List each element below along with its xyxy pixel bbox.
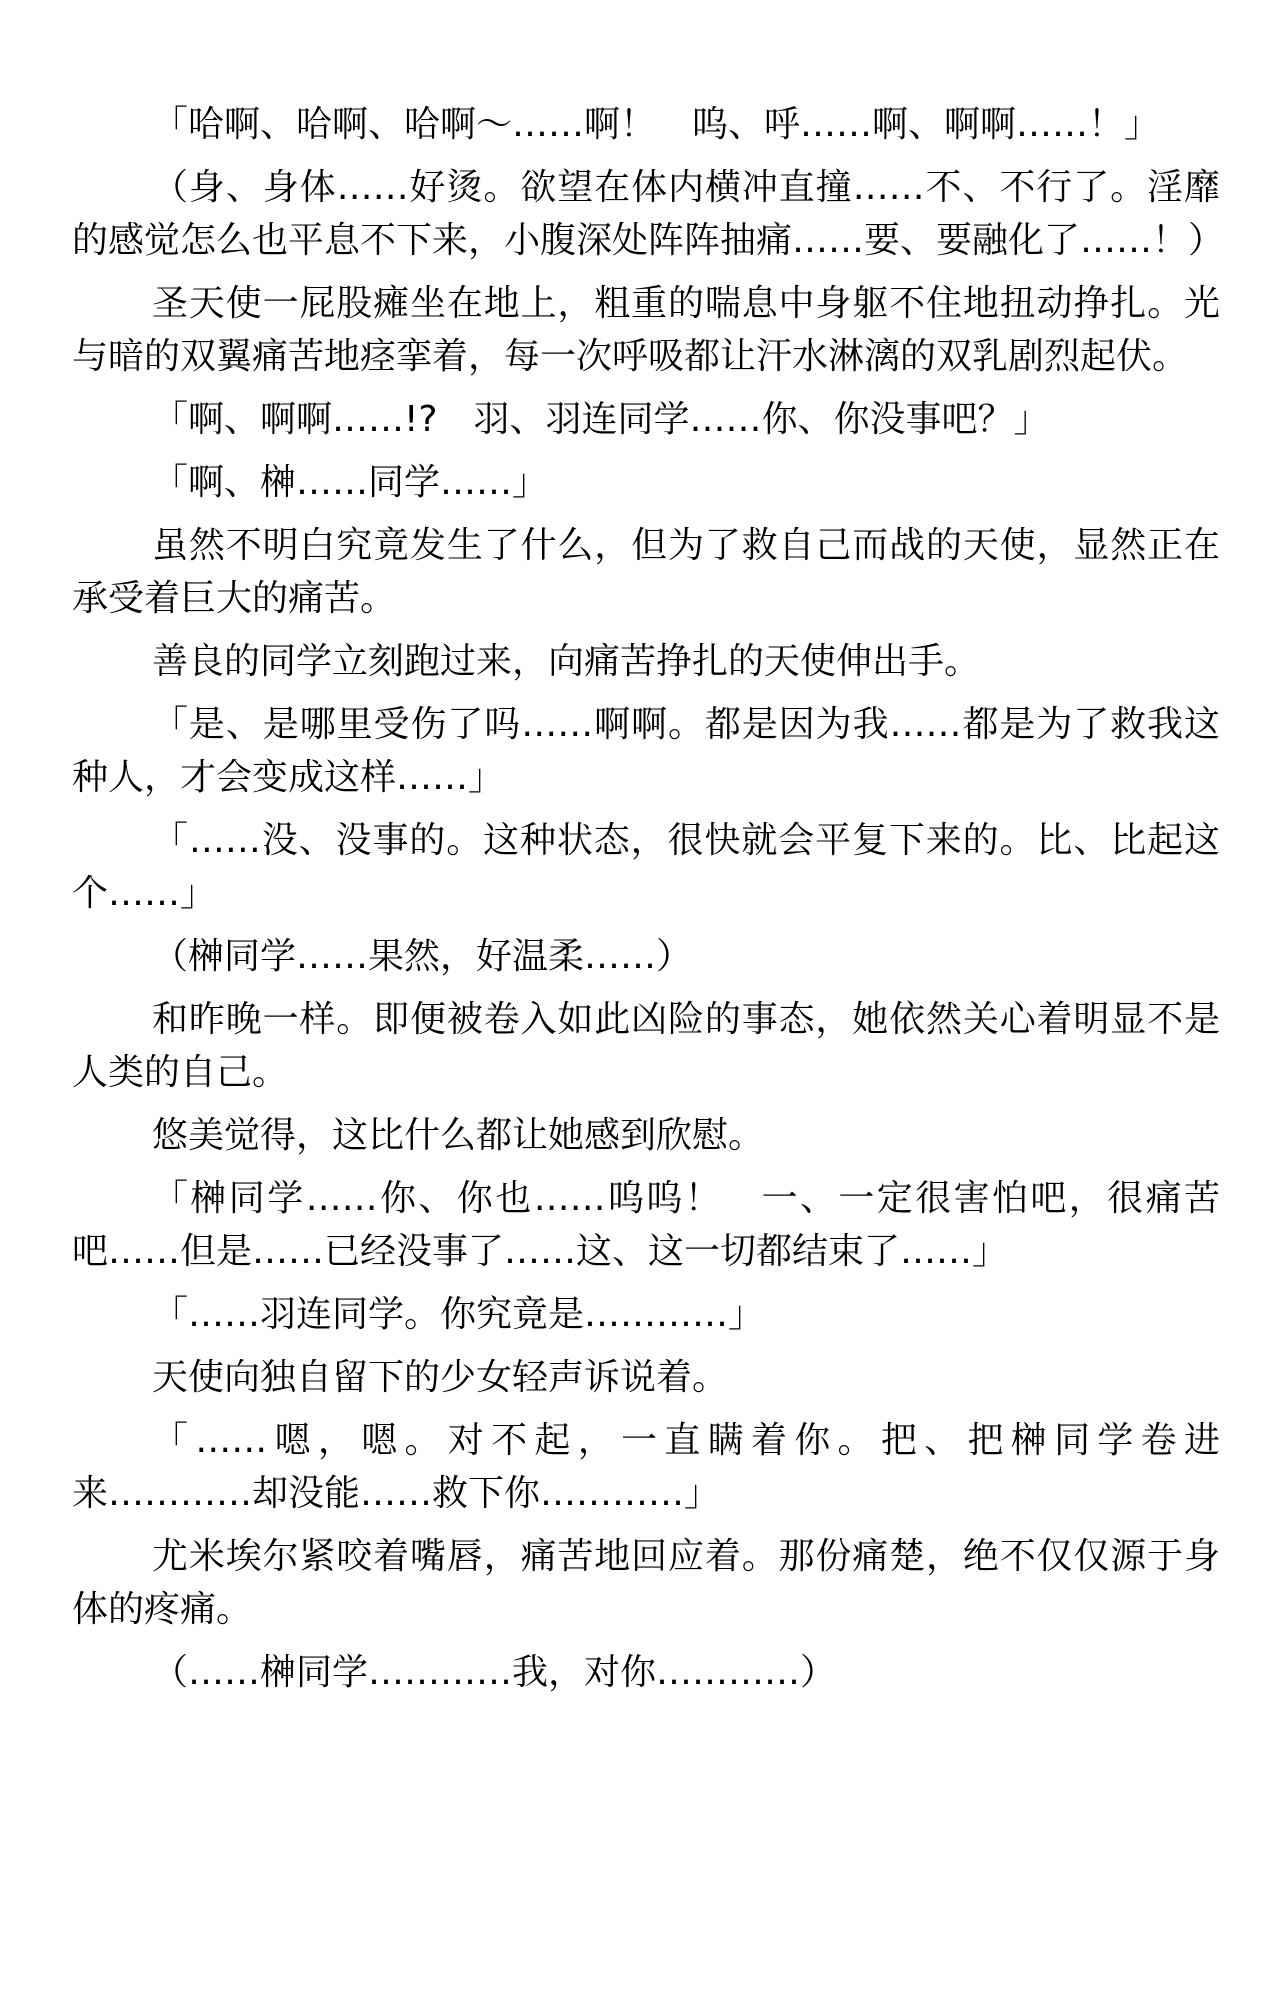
paragraph-dialogue: 「哈啊、哈啊、哈啊～……啊！ 呜、呼……啊、啊啊……！」 [152, 104, 1161, 145]
paragraph-narration: 悠美觉得，这比什么都让她感到欣慰。 [152, 1115, 765, 1156]
paragraph-narration: 圣天使一屁股瘫坐在地上，粗重的喘息中身躯不住地扭动挣扎。光与暗的双翼痛苦地痉挛着，每一次呼吸都让汗水淋漓的双乳剧烈起伏。 [72, 283, 1220, 377]
paragraph-dialogue: 「啊、啊啊……!? 羽、羽连同学……你、你没事吧？」 [152, 399, 1050, 440]
paragraph-thought: （榊同学……果然，好温柔……） [152, 936, 693, 977]
paragraph-dialogue: 「……羽连同学。你究竟是…………」 [152, 1294, 765, 1335]
paragraph-dialogue: 「榊同学……你、你也……呜呜！ 一、一定很害怕吧，很痛苦吧……但是……已经没事了……这、这一切都结束了……」 [72, 1178, 1220, 1272]
paragraph-dialogue: 「是、是哪里受伤了吗……啊啊。都是因为我……都是为了救我这种人，才会变成这样……」 [72, 704, 1220, 798]
paragraph-dialogue: 「……嗯，嗯。对不起，一直瞒着你。把、把榊同学卷进来…………却没能……救下你…………」 [72, 1420, 1220, 1514]
paragraph-narration: 善良的同学立刻跑过来，向痛苦挣扎的天使伸出手。 [152, 641, 981, 682]
paragraph-narration: 虽然不明白究竟发生了什么，但为了救自己而战的天使，显然正在承受着巨大的痛苦。 [72, 525, 1220, 619]
paragraph-thought: （……榊同学…………我，对你…………） [152, 1652, 837, 1693]
text-body [72, 98, 1225, 1699]
paragraph-narration: 尤米埃尔紧咬着嘴唇，痛苦地回应着。那份痛楚，绝不仅仅源于身体的疼痛。 [72, 1536, 1220, 1630]
paragraph-dialogue: 「……没、没事的。这种状态，很快就会平复下来的。比、比起这个……」 [72, 820, 1220, 914]
paragraph-thought: （身、身体……好烫。欲望在体内横冲直撞……不、不行了。淫靡的感觉怎么也平息不下来，小腹深处阵阵抽痛……要、要融化了……！） [72, 167, 1225, 261]
paragraph-narration: 天使向独自留下的少女轻声诉说着。 [152, 1357, 729, 1398]
paragraph-narration: 和昨晚一样。即便被卷入如此凶险的事态，她依然关心着明显不是人类的自己。 [72, 999, 1220, 1093]
paragraph-dialogue: 「啊、榊……同学……」 [152, 462, 549, 503]
